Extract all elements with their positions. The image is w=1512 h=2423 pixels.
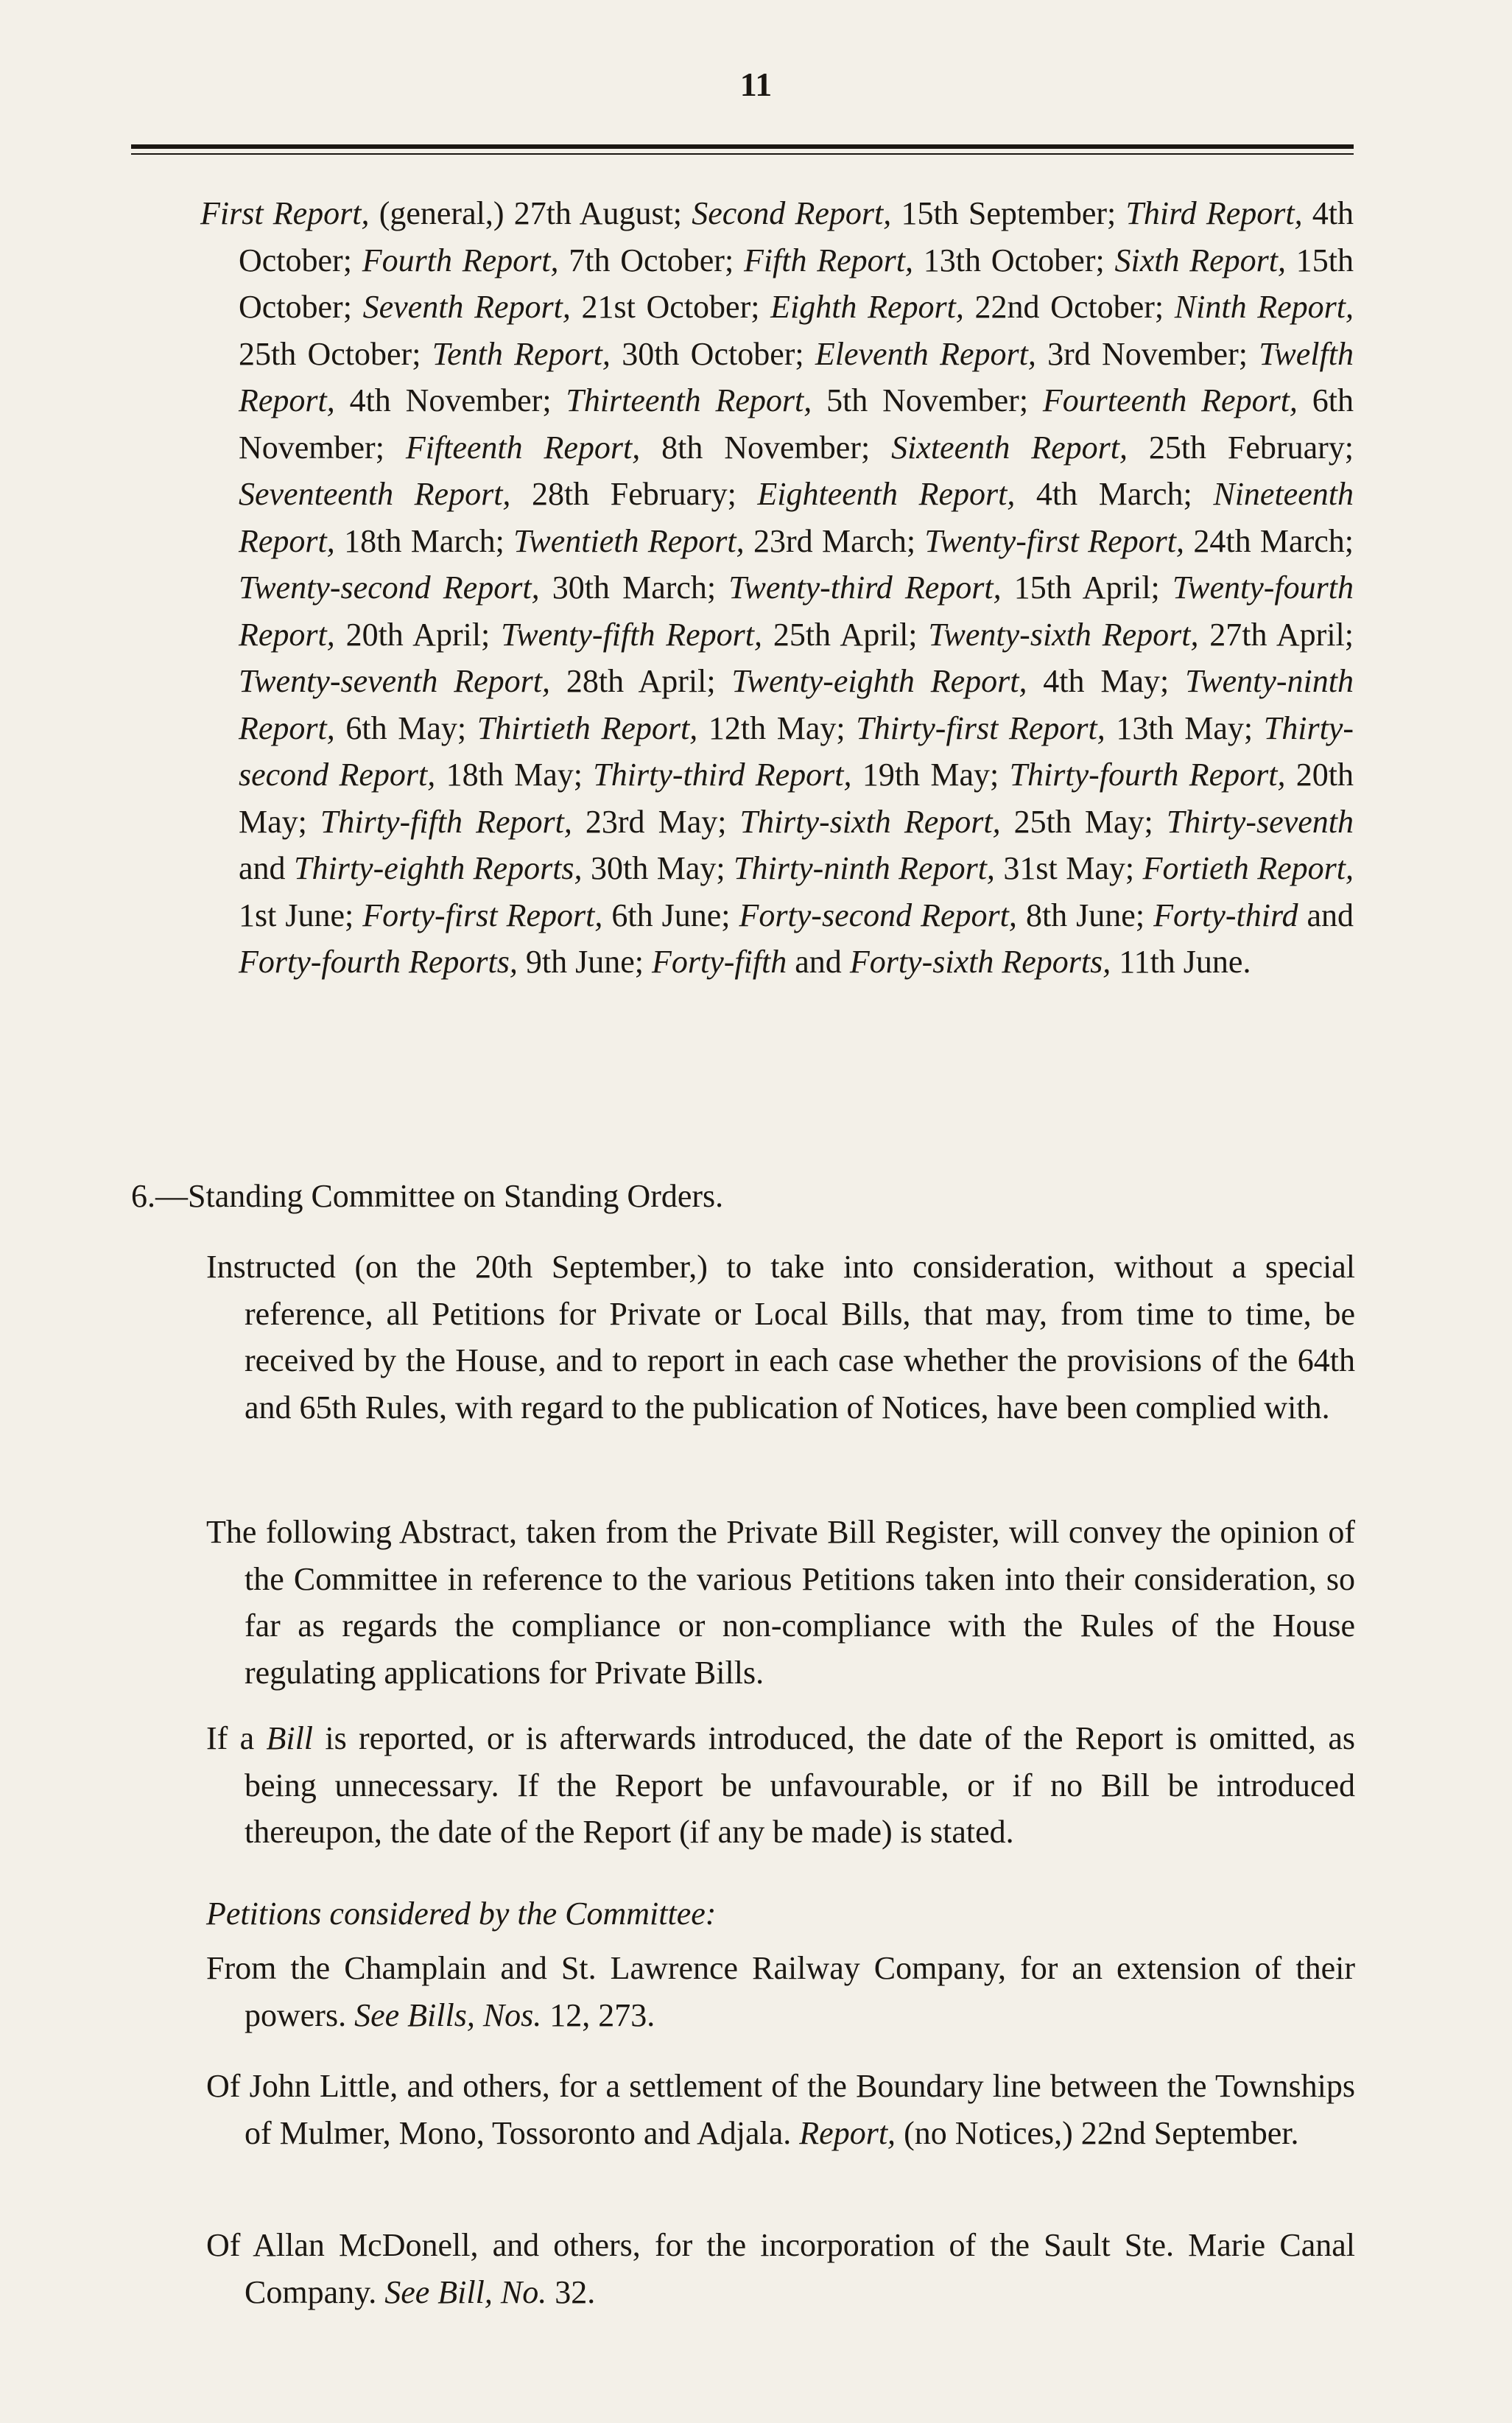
report-name: Twenty-fifth Report, [501,616,763,653]
petition-ref: 32. [546,2273,596,2310]
report-name: Ninth Report, [1174,289,1354,325]
report-name: Third Report, [1125,195,1303,231]
report-date: 20th April; [334,616,502,653]
petition-report: Report, [799,2114,896,2151]
petition-entry [206,1945,1355,2038]
report-name: Twenty-fourth Report, [239,569,1354,653]
petition-text: Of Allan McDonell, and others, for the incorporation of the Sault Ste. Marie Canal Company. [206,2227,1355,2310]
report-date: 25th October; [239,335,432,372]
report-date: 24th March; [1184,522,1354,559]
bill-pre: If a [206,1720,267,1756]
report-date: 9th June; [517,944,652,980]
report-date: and [239,850,294,886]
report-date: 25th May; [1000,803,1167,840]
report-name: Forty-fourth Reports, [239,944,518,980]
report-name: Twenty-third Report, [728,569,1002,606]
report-name: Seventeenth Report, [239,476,511,512]
report-name: Twenty-seventh Report, [239,663,551,699]
paragraph-instructed: Instructed (on the 20th September,) to take into consideration, without a special reference, all Petitions for Private or Local Bills, that may, from time to time, be received by the House, and to report in each case whether the provisions of the 64th and 65th Rules, with regard to the publication of Notices, have been complied with. [206,1249,1355,1426]
report-date: 4th November; [334,382,566,418]
report-date: 12th May; [697,709,857,746]
report-date: 19th May; [851,757,1010,793]
report-date: 15th September; [891,195,1126,231]
petition-entry [206,2222,1355,2315]
report-name: Twelfth Report, [239,335,1354,418]
report-date: 5th November; [812,382,1043,418]
report-date: 30th May; [582,850,734,886]
report-date: 8th November; [640,429,892,466]
petition-ref: 12, 273. [541,1996,655,2033]
report-name: Thirty-seventh [1166,803,1354,840]
petition-entry [206,2063,1355,2156]
report-name: Thirtieth Report, [477,709,698,746]
petition-see: See Bills, Nos. [354,1996,542,2033]
report-name: Eighth Report, [770,289,964,325]
report-name: Seventh Report, [362,289,571,325]
report-name: Sixth Report, [1114,242,1286,278]
petition-ref: (no Notices,) 22nd September. [896,2114,1299,2151]
report-date: 8th June; [1016,897,1154,933]
report-name: Fourth Report, [362,242,559,278]
report-date: 4th October; [239,195,1354,278]
report-name: Thirty-first Report, [856,709,1105,746]
report-date: 4th May; [1027,663,1186,699]
petition-text: Of John Little, and others, for a settlement of the Boundary line between the Townships of Mulmer, Mono, Tossoronto and Adjala. [206,2068,1355,2151]
report-date: 30th March; [539,569,729,606]
report-date: 18th May; [435,757,594,793]
report-name: Thirty-sixth Report, [739,803,1001,840]
report-date: 6th June; [602,897,739,933]
report-name: Forty-second Report, [739,897,1017,933]
report-date: 28th February; [510,476,758,512]
petition-see: See Bill, No. [384,2273,547,2310]
report-name: Twenty-first Report, [924,522,1184,559]
paragraph-abstract: The following Abstract, taken from the Private Bill Register, will convey the opinion of the Committee in reference to the various Petitions taken into their consideration, so far as regards the compliance or non-compliance with the Rules of the House regulating applications for Private Bills. [206,1514,1355,1691]
report-name: Fifteenth Report, [405,429,641,466]
report-date: 25th April; [762,616,929,653]
petitions-heading-text: Petitions considered by the Committee: [206,1896,717,1932]
report-name: Forty-first Report, [362,897,603,933]
report-name: Thirty-ninth Report, [734,850,995,886]
report-date: 31st May; [994,850,1143,886]
report-name: Twentieth Report, [513,522,745,559]
report-date: 7th October; [558,242,744,278]
report-name: Thirty-fifth Report, [320,803,572,840]
report-date: 4th March; [1015,476,1214,512]
report-date: 30th October; [610,335,815,372]
report-name: Sixteenth Report, [891,429,1128,466]
report-date: 23rd May; [572,803,740,840]
report-name: Forty-sixth Reports, [849,944,1111,980]
section-heading: 6.—Standing Committee on Standing Orders. [131,1178,724,1214]
report-name: Second Report, [692,195,892,231]
report-date: 3rd November; [1035,335,1259,372]
report-date: 27th April; [1198,616,1354,653]
report-name: Twenty-second Report, [239,569,540,606]
paragraph-bill-rule [206,1715,1355,1856]
report-name: Twenty-ninth Report, [239,663,1354,746]
report-name: First Report, [200,195,370,231]
petitions-heading [206,1890,1355,1938]
report-name: Twenty-eighth Report, [731,663,1027,699]
report-date: 20th May; [239,757,1354,840]
report-date: 28th April; [550,663,732,699]
report-name: Nineteenth Report, [239,476,1354,559]
report-date: 21st October; [570,289,771,325]
report-date: 6th November; [239,382,1354,466]
report-date: 11th June. [1111,944,1251,980]
report-name: Thirty-second Report, [239,709,1354,793]
report-date: 6th May; [334,709,477,746]
report-name: Thirteenth Report, [566,382,812,418]
report-date: (general,) 27th August; [369,195,692,231]
report-date: 15th April; [1001,569,1172,606]
report-date: 25th February; [1127,429,1354,466]
bill-word: Bill [266,1720,314,1756]
report-name: Fortieth Report, [1142,850,1354,886]
reports-list [200,190,1354,986]
report-date: 1st June; [239,897,363,933]
petition-text: From the Champlain and St. Lawrence Railway Company, for an extension of their powers. [206,1950,1355,2033]
report-name: Twenty-sixth Report, [928,616,1199,653]
report-name: Forty-fifth [651,944,787,980]
report-date: 23rd March; [744,522,925,559]
report-name: Fourteenth Report, [1042,382,1298,418]
report-date: and [1298,897,1354,933]
report-date: 15th October; [239,242,1354,325]
report-date: 13th May; [1105,709,1264,746]
report-name: Eleventh Report, [815,335,1036,372]
report-name: Thirty-eighth Reports, [294,850,583,886]
report-date: 13th October; [913,242,1115,278]
report-name: Thirty-third Report, [593,757,852,793]
bill-post: is reported, or is afterwards introduced, the date of the Report is omitted, as being unnecessary. If the Report be unfavourable, or if no Bill be introduced thereupon, the date of the Report (if any be made) is stated. [245,1720,1355,1850]
page-number: 11 [739,66,773,103]
report-name: Forty-third [1153,897,1298,933]
report-name: Thirty-fourth Report, [1009,757,1286,793]
report-name: Fifth Report, [743,242,914,278]
report-date: 22nd October; [963,289,1175,325]
report-date: and [787,944,850,980]
header-rule-thin [131,153,1354,155]
report-date: 18th March; [334,522,514,559]
report-name: Eighteenth Report, [757,476,1016,512]
report-name: Tenth Report, [432,335,611,372]
header-rule-thick [131,144,1354,149]
